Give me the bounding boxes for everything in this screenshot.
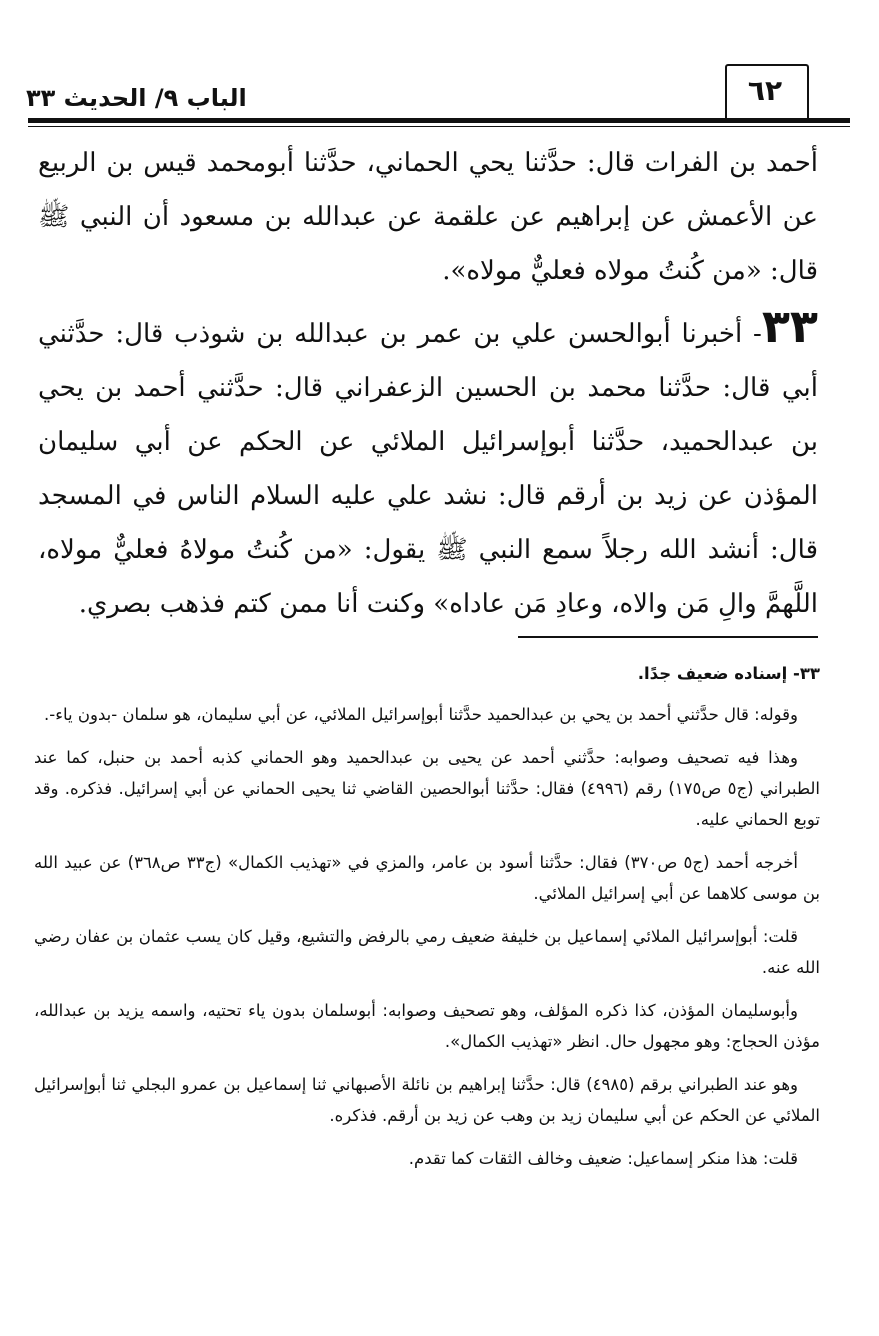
footnotes — [34, 658, 820, 1186]
page-number: ٦٢ — [747, 74, 783, 107]
chapter-heading: الباب ٩/ الحديث ٣٣ — [26, 84, 247, 112]
header-rule-thick — [28, 118, 850, 123]
footnote-paragraph: وأبوسليمان المؤذن، كذا ذكره المؤلف، وهو تصحيف وصوابه: أبوسلمان بدون ياء تحتيه، واسمه يزيد بن عبدالله، مؤذن الحجاج: وهو مجهول حال. انظر «تهذيب الكمال». — [34, 1001, 820, 1051]
hadith-number: ٣٣ — [761, 299, 818, 353]
footnote-heading: ٣٣- إسناده ضعيف جدًا. — [637, 664, 820, 683]
footnote-paragraph: قلت: أبوإسرائيل الملائي إسماعيل بن خليفة ضعيف رمي بالرفض والتشيع، وقيل كان يسب عثمان بن عفان رضي الله عنه. — [34, 927, 820, 977]
footnote-paragraph: قلت: هذا منكر إسماعيل: ضعيف وخالف الثقات كما تقدم. — [408, 1149, 798, 1168]
footnote-paragraph: وقوله: قال حدَّثني أحمد بن يحي بن عبدالحميد حدَّثنا أبوإسرائيل الملائي، عن أبي سليمان، هو سلمان -بدون ياء-. — [44, 705, 798, 724]
footnote-separator — [518, 636, 818, 638]
paragraph-continued: أحمد بن الفرات قال: حدَّثنا يحي الحماني، حدَّثنا أبومحمد قيس بن الربيع عن الأعمش عن إبراهيم عن علقمة عن عبدالله بن مسعود أن النبي ﷺ قال: «من كُنتُ مولاه فعليٌّ مولاه». — [38, 148, 818, 286]
main-text — [38, 136, 818, 631]
footnote-paragraph: أخرجه أحمد (ج٥ ص٣٧٠) فقال: حدَّثنا أسود بن عامر، والمزي في «تهذيب الكمال» (ج٣٣ ص٣٦٨) عن عبيد الله بن موسى كلاهما عن أبي إسرائيل الملائي. — [34, 853, 820, 903]
footnote-paragraph: وهذا فيه تصحيف وصوابه: حدَّثني أحمد عن يحيى بن عبدالحميد وهو الحماني كذبه أحمد بن حنبل، كما عند الطبراني (ج٥ ص١٧٥) رقم (٤٩٩٦) فقال: حدَّثنا أبوالحصين القاضي ثنا يحيى الحماني عن أبي إسرائيل. فذكره. وقد توبع الحماني عليه. — [34, 748, 820, 829]
hadith-paragraph — [38, 299, 818, 631]
footnote-paragraph: وهو عند الطبراني برقم (٤٩٨٥) قال: حدَّثنا إبراهيم بن نائلة الأصبهاني ثنا إسماعيل بن عمرو البجلي ثنا أبوإسرائيل الملائي عن الحكم عن أبي سليمان زيد بن وهب عن زيد بن أرقم. فذكره. — [34, 1075, 820, 1125]
hadith-text: - أخبرنا أبوالحسن علي بن عمر بن عبدالله بن شوذب قال: حدَّثني أبي قال: حدَّثنا محمد بن الحسين الزعفراني قال: حدَّثني أحمد بن يحي بن عبدالحميد، حدَّثنا أبوإسرائيل الملائي عن الحكم عن أبي سليمان المؤذن عن زيد بن أرقم قال: نشد علي عليه السلام الناس في المسجد قال: أنشد الله رجلاً سمع النبي ﷺ يقول: «من كُنتُ مولاهُ فعليٌّ مولاه، اللَّهمَّ والِ مَن والاه، وعادِ مَن عاداه» وكنت أنا ممن كتم فذهب بصري. — [38, 319, 818, 619]
header-rule-thin — [28, 126, 850, 127]
